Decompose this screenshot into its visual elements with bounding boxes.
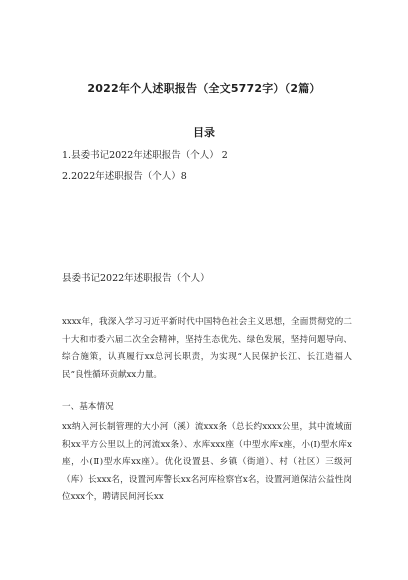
toc-item[interactable]: 2.2022年述职报告（个人）8 (62, 171, 187, 182)
body-paragraph: xxxx年，我深入学习习近平新时代中国特色社会主义思想，全面贯彻党的二十大和市委六届二次全会精神，坚持生态优先、绿色发展，坚持问题导向、综合施策，认真履行xx总河长职责，为实现“人民保护长江、长江造福人民”良性循环贡献xx力量。 (62, 317, 352, 380)
toc-item[interactable]: 1.县委书记2022年述职报告（个人） 2 (62, 150, 228, 161)
section-title: 县委书记2022年述职报告（个人） (62, 273, 210, 284)
toc-heading: 目录 (193, 126, 215, 139)
section-heading: 一、基本情况 (62, 402, 114, 412)
body-paragraph: xx纳入河长制管理的大小河（溪）流xxx条（总长约xxxx公里，其中流域面积xx平方公里以上的河流xx条）、水库xxx座（中型水库x座，小(I)型水库x座，小(Ⅱ)型水库xx座）。优化设置县、乡镇（街道）、村（社区）三级河（库）长xxx名，设置河库警长xx名河库检察官x名，设置河道保洁公益性岗位xxx个，聘请民间河长xx (62, 422, 352, 502)
document-title: 2022年个人述职报告（全文5772字）（2篇） (87, 82, 321, 95)
